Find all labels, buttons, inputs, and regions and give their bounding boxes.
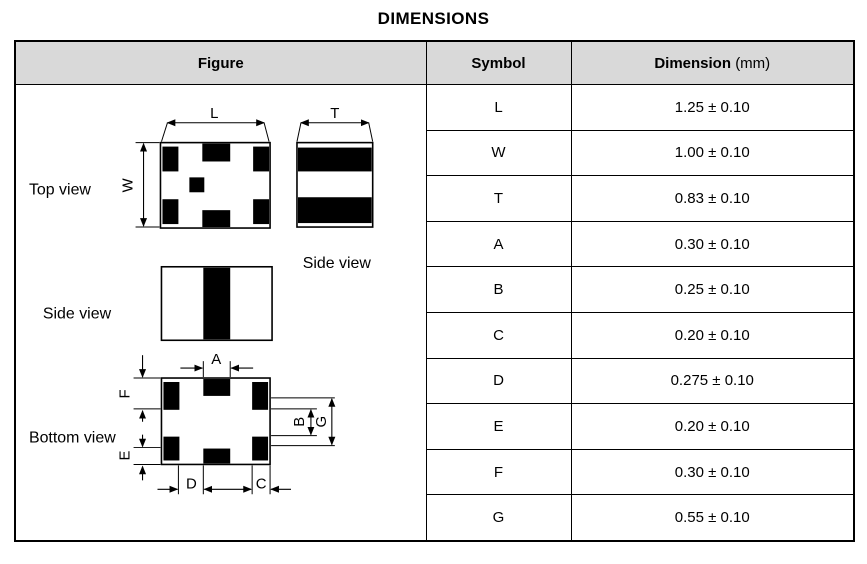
symbol-cell: B bbox=[426, 267, 571, 313]
bottom-view-drawing bbox=[29, 351, 335, 494]
dimensions-table bbox=[14, 40, 855, 542]
symbol-cell: D bbox=[426, 358, 571, 404]
symbol-cell: C bbox=[426, 312, 571, 358]
dimension-cell: 0.30 ± 0.10 bbox=[571, 221, 854, 267]
pad bbox=[203, 449, 230, 464]
dim-label-D: D bbox=[185, 475, 197, 493]
figure-cell bbox=[15, 85, 426, 541]
page-title: DIMENSIONS bbox=[377, 9, 490, 28]
header-dimension-unit: (mm) bbox=[735, 54, 771, 72]
pad bbox=[203, 268, 230, 340]
pad bbox=[253, 147, 269, 172]
side-view-left-drawing bbox=[43, 267, 272, 341]
pad bbox=[252, 382, 268, 410]
symbol-cell: F bbox=[426, 449, 571, 495]
dim-label-W: W bbox=[119, 178, 137, 193]
dimension-cell: 0.25 ± 0.10 bbox=[571, 267, 854, 313]
side-view-left-label: Side view bbox=[42, 305, 112, 323]
dimension-cell: 1.00 ± 0.10 bbox=[571, 130, 854, 176]
figure-drawing bbox=[16, 85, 426, 540]
dimension-cell: 0.20 ± 0.10 bbox=[571, 312, 854, 358]
dim-label-G: G bbox=[312, 415, 330, 428]
pad bbox=[298, 148, 372, 172]
dim-label-B: B bbox=[290, 416, 308, 427]
symbol-cell: L bbox=[426, 85, 571, 131]
dim-label-T: T bbox=[330, 104, 340, 122]
pad bbox=[202, 144, 230, 162]
pad bbox=[162, 199, 178, 224]
pad bbox=[298, 197, 372, 223]
dimension-cell: 0.275 ± 0.10 bbox=[571, 358, 854, 404]
top-view-drawing bbox=[29, 105, 270, 228]
bottom-view-label: Bottom view bbox=[28, 429, 116, 447]
pad bbox=[202, 210, 230, 227]
symbol-cell: G bbox=[426, 495, 571, 541]
pad bbox=[252, 437, 268, 461]
table-row bbox=[15, 85, 854, 131]
dimension-cell: 0.30 ± 0.10 bbox=[571, 449, 854, 495]
dim-label-L: L bbox=[210, 104, 219, 122]
side-view-right-drawing bbox=[297, 105, 373, 272]
pad bbox=[253, 199, 269, 224]
pad bbox=[163, 437, 179, 461]
dimension-cell: 1.25 ± 0.10 bbox=[571, 85, 854, 131]
symbol-cell: A bbox=[426, 221, 571, 267]
pad bbox=[162, 147, 178, 172]
dimension-cell: 0.55 ± 0.10 bbox=[571, 495, 854, 541]
dim-label-A: A bbox=[211, 351, 222, 369]
side-view-right-label: Side view bbox=[302, 254, 371, 272]
pad bbox=[163, 382, 179, 410]
dim-label-C: C bbox=[255, 475, 267, 493]
header-symbol: Symbol bbox=[426, 41, 571, 85]
top-view-label: Top view bbox=[28, 181, 91, 199]
symbol-cell: W bbox=[426, 130, 571, 176]
symbol-cell: E bbox=[426, 404, 571, 450]
symbol-cell: T bbox=[426, 176, 571, 222]
header-dimension-label: Dimension bbox=[654, 54, 732, 72]
dim-label-E: E bbox=[116, 450, 134, 461]
dim-label-F: F bbox=[116, 389, 134, 399]
dimension-cell: 0.20 ± 0.10 bbox=[571, 404, 854, 450]
dimension-cell: 0.83 ± 0.10 bbox=[571, 176, 854, 222]
header-row bbox=[15, 41, 854, 85]
pad bbox=[189, 177, 204, 192]
header-dimension bbox=[571, 41, 854, 85]
header-figure: Figure bbox=[15, 41, 426, 85]
pad bbox=[203, 379, 230, 396]
